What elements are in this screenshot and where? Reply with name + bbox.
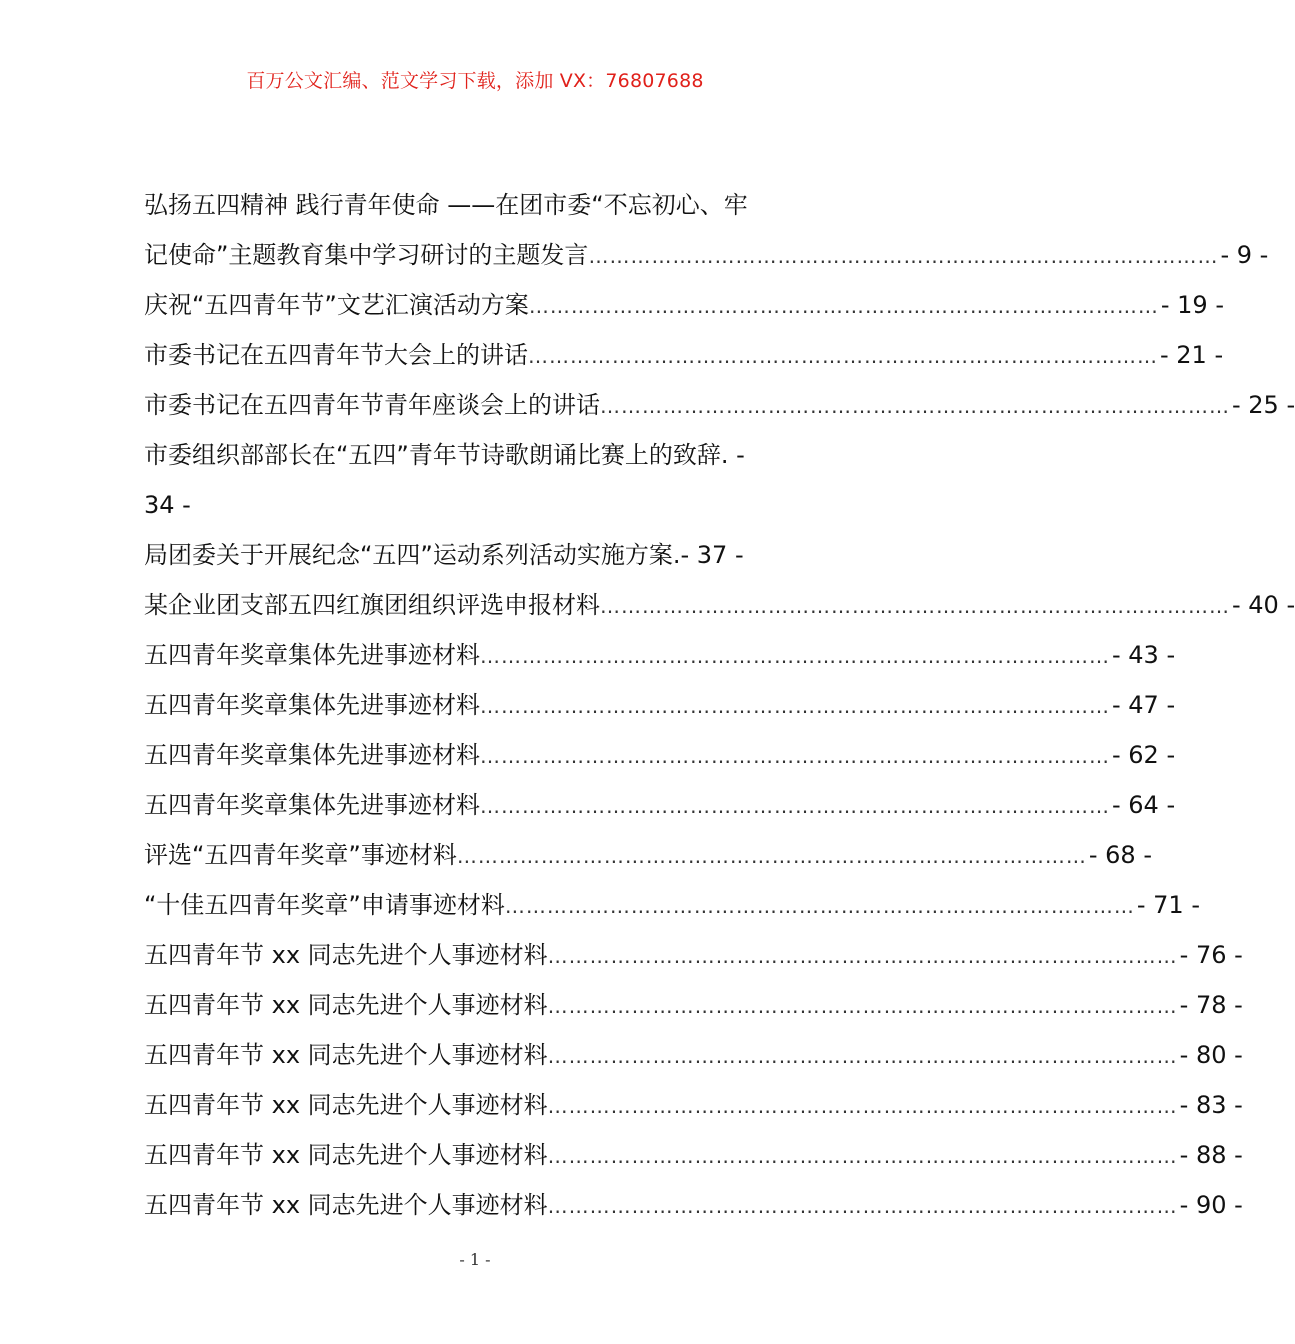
- toc-leader-dots: ………………………………………………………………………………: [480, 644, 1110, 668]
- toc-leader-dots: ………………………………………………………………………………: [480, 744, 1110, 768]
- table-of-contents: [144, 180, 1295, 1230]
- toc-entry-title: “十佳五四青年奖章”申请事迹材料: [144, 891, 505, 919]
- toc-entry-title: 五四青年奖章集体先进事迹材料: [144, 691, 480, 719]
- toc-entry[interactable]: [144, 230, 1269, 280]
- toc-leader-dots: ………………………………………………………………………………: [547, 944, 1178, 968]
- toc-page-number: - 47 -: [1112, 691, 1176, 719]
- toc-page-number: - 64 -: [1112, 791, 1176, 819]
- toc-page-number: - 90 -: [1179, 1191, 1243, 1219]
- toc-entry[interactable]: [144, 330, 1224, 380]
- toc-entry[interactable]: [144, 880, 1200, 930]
- toc-leader-dots: ………………………………………………………………………………: [528, 294, 1159, 318]
- toc-entry-title: 庆祝“五四青年节”文艺汇演活动方案: [144, 291, 529, 319]
- toc-page-number: - 25 -: [1232, 391, 1295, 419]
- toc-leader-dots: ………………………………………………………………………………: [547, 994, 1178, 1018]
- toc-entry-line[interactable]: 市委组织部部长在“五四”青年节诗歌朗诵比赛上的致辞. -: [144, 441, 745, 469]
- toc-entry-title: 五四青年节 xx 同志先进个人事迹材料: [144, 941, 548, 969]
- toc-entry[interactable]: [144, 680, 1176, 730]
- toc-leader-dots: ………………………………………………………………………………: [504, 894, 1135, 918]
- toc-entry[interactable]: [144, 630, 1176, 680]
- toc-entry-title: 五四青年节 xx 同志先进个人事迹材料: [144, 1141, 548, 1169]
- toc-entry[interactable]: [144, 780, 1176, 830]
- toc-page-number: - 21 -: [1160, 341, 1224, 369]
- toc-page-number: - 9 -: [1220, 241, 1269, 269]
- toc-leader-dots: ………………………………………………………………………………: [547, 1144, 1178, 1168]
- toc-entry[interactable]: [144, 930, 1243, 980]
- toc-entry[interactable]: [144, 1080, 1243, 1130]
- toc-leader-dots: ………………………………………………………………………………: [547, 1094, 1178, 1118]
- page-number-footer: - 1 -: [459, 1250, 491, 1269]
- toc-page-number: - 40 -: [1232, 591, 1295, 619]
- toc-entry[interactable]: [144, 530, 808, 580]
- toc-entry[interactable]: [144, 1130, 1243, 1180]
- toc-page-number: - 68 -: [1088, 841, 1152, 869]
- toc-page-number: - 19 -: [1160, 291, 1224, 319]
- toc-entry-title: 五四青年奖章集体先进事迹材料: [144, 641, 480, 669]
- toc-leader-dots: ………………………………………………………………………………: [600, 394, 1230, 418]
- toc-page-number: - 88 -: [1179, 1141, 1243, 1169]
- toc-entry[interactable]: [144, 1030, 1243, 1080]
- toc-page-number: - 78 -: [1179, 991, 1243, 1019]
- toc-leader-dots: ………………………………………………………………………………: [480, 794, 1110, 818]
- toc-entry-title: 市委书记在五四青年节大会上的讲话: [144, 341, 528, 369]
- toc-leader-dots: ………………………………………………………………………………: [480, 694, 1110, 718]
- toc-entry-title: 局团委关于开展纪念“五四”运动系列活动实施方案.: [144, 541, 681, 569]
- toc-entry-title: 五四青年奖章集体先进事迹材料: [144, 791, 480, 819]
- toc-entry-title: 五四青年节 xx 同志先进个人事迹材料: [144, 1091, 548, 1119]
- toc-entry-title: 五四青年节 xx 同志先进个人事迹材料: [144, 1191, 548, 1219]
- toc-entry[interactable]: [144, 380, 1295, 430]
- toc-entry-title: 评选“五四青年奖章”事迹材料: [144, 841, 457, 869]
- toc-entry[interactable]: [144, 830, 1152, 880]
- toc-entry[interactable]: [144, 980, 1243, 1030]
- toc-entry-title: 五四青年节 xx 同志先进个人事迹材料: [144, 1041, 548, 1069]
- toc-leader-dots: ………………………………………………………………………………: [547, 1044, 1178, 1068]
- toc-page-number: - 43 -: [1112, 641, 1176, 669]
- toc-entry[interactable]: [144, 280, 1224, 330]
- toc-entry-line[interactable]: 弘扬五四精神 践行青年使命 ——在团市委“不忘初心、牢: [144, 191, 748, 219]
- toc-page-number: - 80 -: [1179, 1041, 1243, 1069]
- toc-entry[interactable]: [144, 1180, 1243, 1230]
- toc-leader-dots: ………………………………………………………………………………: [528, 344, 1158, 368]
- header-watermark: 百万公文汇编、范文学习下载，添加 VX：76807688: [246, 70, 704, 92]
- toc-leader-dots: ………………………………………………………………………………: [588, 244, 1219, 268]
- toc-entry-title: 市委书记在五四青年节青年座谈会上的讲话: [144, 391, 600, 419]
- toc-page-number: - 37 -: [680, 541, 744, 569]
- toc-entry[interactable]: [144, 580, 1295, 630]
- toc-leader-dots: ………………………………………………………………………………: [600, 594, 1230, 618]
- toc-entry-title: 记使命”主题教育集中学习研讨的主题发言: [144, 241, 589, 269]
- toc-entry-title: 五四青年节 xx 同志先进个人事迹材料: [144, 991, 548, 1019]
- toc-page-number: - 76 -: [1179, 941, 1243, 969]
- toc-page-number: - 71 -: [1136, 891, 1200, 919]
- toc-entry-line[interactable]: 34 -: [144, 491, 191, 519]
- toc-page-number: - 83 -: [1179, 1091, 1243, 1119]
- toc-entry[interactable]: [144, 730, 1176, 780]
- toc-page-number: - 62 -: [1112, 741, 1176, 769]
- toc-entry-title: 某企业团支部五四红旗团组织评选申报材料: [144, 591, 600, 619]
- toc-entry-title: 五四青年奖章集体先进事迹材料: [144, 741, 480, 769]
- toc-leader-dots: ………………………………………………………………………………: [456, 844, 1087, 868]
- toc-leader-dots: ………………………………………………………………………………: [547, 1194, 1178, 1218]
